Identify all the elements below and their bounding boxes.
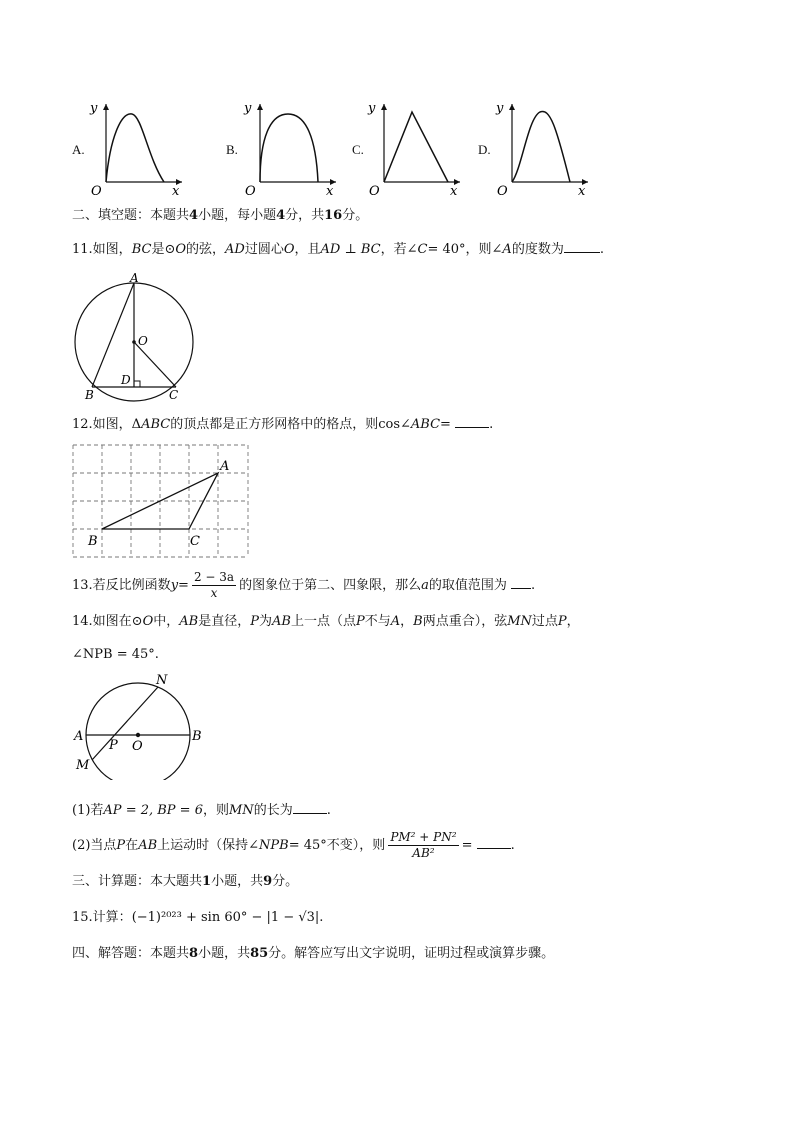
point-b-label: B [85, 388, 94, 402]
point-m-label: M [76, 758, 90, 773]
axis-y-label: y [496, 101, 504, 116]
q13-fraction: $\frac{2 - 3a}{x}$ [193, 570, 235, 600]
point-c-label: C [190, 534, 200, 549]
q14-sub2: (2)当点P在AB上运动时（保持∠NPB= 45°不变），则 $\frac{\text{PM² + PN²}}{\text{AB²}}$ = . [72, 830, 515, 860]
axis-x-label: x [578, 184, 586, 198]
axis-x-label: x [172, 184, 180, 198]
axis-x-label: x [450, 184, 458, 198]
q13-text: 13.若反比例函数y= $\frac{2 - 3a}{x}$ 的图象位于第二、四象限，那么a的取值范围为 . [72, 570, 536, 600]
origin-label: O [369, 184, 380, 198]
q15-text: 15.计算：(−1)²⁰²³ + sin 60° − |1 − √3|. [72, 910, 324, 925]
curve-c [384, 112, 448, 182]
q11-text: 11.如图，BC是⊙O的弦，AD过圆心O，且AD ⊥ BC，若∠C= 40°，则∠A的度数为 . [72, 242, 604, 257]
point-o-label: O [138, 334, 148, 348]
axis-y-label: y [90, 101, 98, 116]
point-b-label: B [88, 534, 98, 549]
answer-blank [564, 240, 600, 253]
option-d-label: D. [478, 142, 491, 157]
section-4-heading: 四、解答题：本题共8小题，共85分。解答应写出文字说明，证明过程或演算步骤。 [72, 946, 555, 961]
q14-sub1: (1)若AP = 2, BP = 6，则MN的长为 . [72, 803, 331, 818]
q14-fraction: $\frac{\text{PM² + PN²}}{\text{AB²}}$ [390, 830, 457, 860]
option-a-label: A. [72, 142, 85, 157]
origin-label: O [497, 184, 508, 198]
point-b-label: B [192, 729, 202, 744]
section-3-heading: 三、计算题：本大题共1小题，共9分。 [72, 874, 299, 889]
curve-a [106, 114, 164, 182]
point-d-label: D [121, 373, 131, 387]
origin-label: O [245, 184, 256, 198]
answer-blank [455, 415, 489, 428]
point-n-label: N [156, 673, 168, 688]
section-2-heading: 二、填空题：本题共4小题，每小题4分，共16分。 [72, 208, 369, 223]
option-a-graph [86, 98, 190, 198]
point-p-label: P [109, 738, 118, 753]
answer-blank [293, 801, 327, 814]
origin-label: O [91, 184, 102, 198]
option-c-graph [364, 98, 468, 198]
axis-y-label: y [368, 101, 376, 116]
option-b-label: B. [226, 142, 238, 157]
point-a-label: A [220, 459, 230, 474]
option-b-graph [240, 98, 344, 198]
option-c-label: C. [352, 142, 364, 157]
answer-blank [511, 576, 531, 589]
axis-y-label: y [244, 101, 252, 116]
q14-text-line2: ∠NPB = 45°. [72, 647, 159, 662]
answer-blank [477, 836, 511, 849]
q11-figure [70, 270, 200, 402]
point-c-label: C [169, 388, 179, 402]
point-a-label: A [130, 271, 139, 285]
point-a-label: A [74, 729, 84, 744]
option-d-graph [492, 98, 596, 198]
q12-text: 12.如图，ΔABC的顶点都是正方形网格中的格点，则cos∠ABC= . [72, 417, 494, 432]
q12-grid-figure [70, 442, 252, 564]
point-o-label: O [132, 739, 143, 754]
curve-b [260, 114, 318, 182]
curve-d [512, 111, 570, 182]
q14-figure [70, 670, 210, 780]
q14-text-line1: 14.如图在⊙O中，AB是直径，P为AB上一点（点P不与A，B两点重合），弦MN过点P， [72, 614, 580, 629]
axis-x-label: x [326, 184, 334, 198]
